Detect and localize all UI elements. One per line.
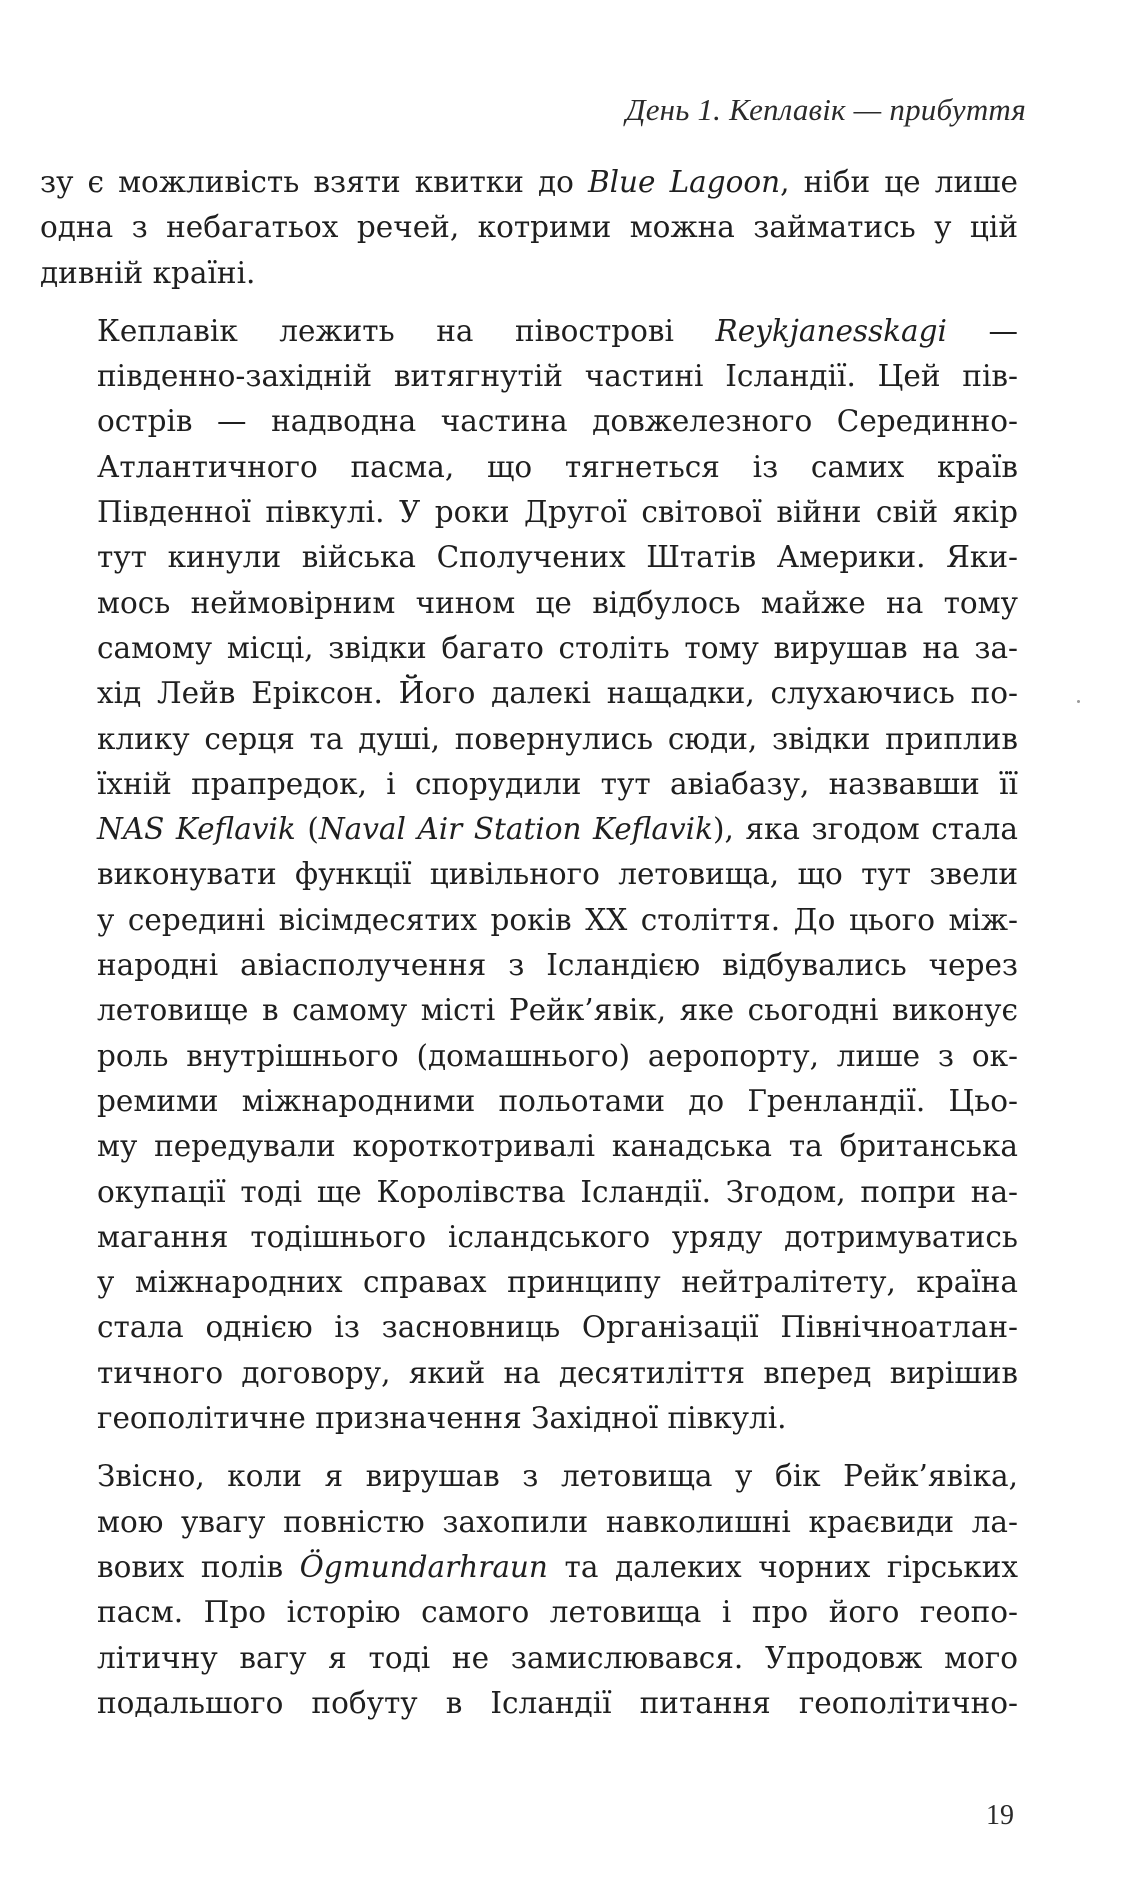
text-line: літичну вагу я тоді не замислювався. Упродовж мого [97,1640,1018,1675]
text-line: дивній країні. [40,255,256,290]
text-line: Кеплавік лежить на півострові Reykjanesskagi — [97,313,1018,348]
text-line: му передували короткотривалі канадська та британська [97,1129,1018,1164]
text-line: самому місці, звідки багато століть тому вирушав на за- [97,630,1018,665]
text-line: летовище в самому місті Рейк’явік, яке сьогодні виконує [97,993,1018,1028]
text-line: у середині вісімдесятих років XX століття. До цього між- [97,902,1018,937]
text-line: магання тодішнього ісландського уряду дотримуватись [97,1219,1018,1254]
italic-term: Reykjanesskagi [715,313,947,348]
text-line: виконувати функції цивільного летовища, що тут звели [97,857,1018,892]
text-line: клику серця та душі, повернулись сюди, звідки приплив [97,721,1018,756]
text-line: Атлантичного пасма, що тягнеться із самих країв [97,449,1018,484]
text-line: мось неймовірним чином це відбулось майже на тому [97,585,1018,620]
italic-term: Ögmundarhraun [299,1549,548,1584]
text-line: стала однією із засновниць Організації Північноатлан- [97,1310,1018,1345]
body-text [40,160,1018,1726]
running-head: День 1. Кеплавік — прибуття [625,92,1026,127]
text-line: зу є можливість взяти квитки до Blue Lagoon, ніби це лише [40,165,1018,199]
text-line: їхній прапредок, і спорудили тут авіабазу, назвавши її [97,766,1018,801]
text-line: ремими міжнародними польотами до Гренландії. Цьо- [97,1083,1018,1118]
text-line: тут кинули війська Сполучених Штатів Америки. Яки- [97,540,1018,575]
text-line: подальшого побуту в Ісландії питання геополітично- [97,1685,1018,1720]
italic-term: Blue Lagoon [587,165,781,199]
page-number: 19 [986,1800,1014,1831]
text-line: роль внутрішнього (домашнього) аеропорту, лише з ок- [97,1038,1018,1073]
text-line: геополітичне призначення Західної півкулі. [97,1401,787,1436]
text-line: острів — надводна частина довжелезного Серединно- [97,404,1018,439]
text-line: Звісно, коли я вирушав з летовища у бік Рейк’явіка, [97,1459,1018,1494]
italic-term: Naval Air Station Keflavik [318,812,713,847]
italic-term: NAS Keflavik [97,812,296,847]
text-line: у міжнародних справах принципу нейтралітету, країна [97,1265,1018,1300]
text-line: одна з небагатьох речей, котрими можна займатись у цій [40,210,1018,245]
paragraph-1 [40,160,1018,296]
text-line: хід Лейв Еріксон. Його далекі нащадки, слухаючись по- [97,676,1018,711]
text-line: народні авіасполучення з Ісландією відбувались через [97,948,1018,983]
text-line: пасм. Про історію самого летовища і про його геопо- [97,1595,1018,1630]
text-line: тичного договору, який на десятиліття вперед вирішив [97,1355,1018,1390]
text-line: вових полів Ögmundarhraun та далеких чорних гірських [97,1549,1018,1584]
paragraph-2 [40,309,1018,1441]
paper-speck [1077,700,1080,703]
text-line: окупації тоді ще Королівства Ісландії. Згодом, попри на- [97,1174,1018,1209]
text-line: NAS Keflavik (Naval Air Station Keflavik), яка згодом стала [97,812,1018,847]
text-line: мою увагу повністю захопили навколишні краєвиди ла- [97,1504,1018,1539]
text-line: Південної півкулі. У роки Другої світової війни свій якір [97,495,1018,530]
paragraph-3 [40,1454,1018,1726]
text-line: південно-західній витягнутій частині Ісландії. Цей пів- [97,359,1018,394]
